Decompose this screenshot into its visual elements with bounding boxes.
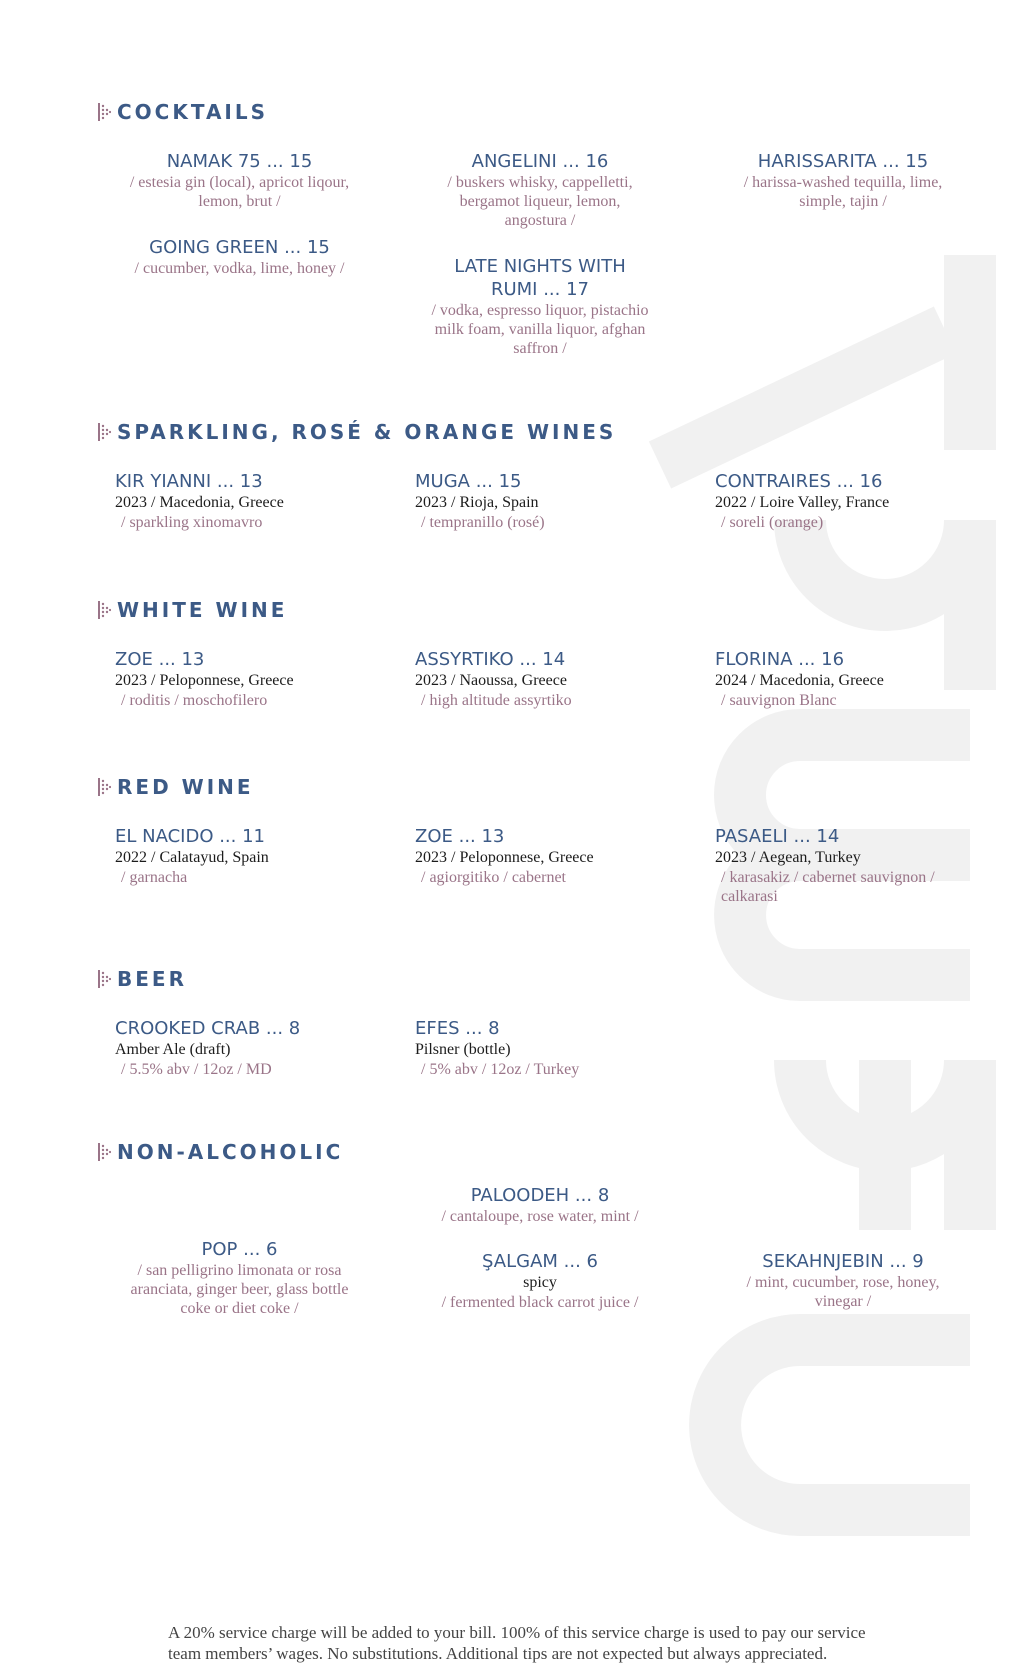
menu-item-namak-75 <box>112 150 367 211</box>
item-vintage-region: 2023 / Macedonia, Greece <box>115 494 284 511</box>
item-name: KIR YIANNI ... 13 <box>115 471 263 492</box>
item-vintage-region: 2022 / Loire Valley, France <box>715 494 890 511</box>
item-name: FLORINA ... 16 <box>715 649 845 670</box>
dotted-bracket-icon <box>97 969 111 989</box>
section-header-beer <box>97 967 187 991</box>
item-note: spicy <box>523 1274 557 1291</box>
section-title: SPARKLING, ROSÉ & ORANGE WINES <box>117 420 617 444</box>
item-description: / tempranillo (rosé) <box>421 514 545 531</box>
item-description: / estesia gin (local), apricot liqour, lemon, brut / <box>129 174 350 210</box>
item-name: GOING GREEN ... 15 <box>149 237 330 258</box>
item-description: / fermented black carrot juice / <box>441 1294 639 1311</box>
menu-item-sekahnjebin <box>718 1250 968 1311</box>
item-name: ANGELINI ... 16 <box>471 151 609 172</box>
item-description: / buskers whisky, cappelletti, bergamot liqueur, lemon, angostura / <box>447 174 633 229</box>
dotted-bracket-icon <box>97 777 111 797</box>
menu-item-pop <box>112 1238 367 1318</box>
item-vintage-region: 2023 / Rioja, Spain <box>415 494 539 511</box>
dotted-bracket-icon <box>97 600 111 620</box>
item-name: EFES ... 8 <box>415 1018 500 1039</box>
menu-item-zoe-white <box>115 648 370 710</box>
item-vintage-region: 2023 / Peloponnese, Greece <box>115 672 294 689</box>
item-vintage-region: 2024 / Macedonia, Greece <box>715 672 884 689</box>
menu-item-pasaeli <box>715 825 955 906</box>
section-header-white-wine <box>97 598 287 622</box>
item-description: / mint, cucumber, rose, honey, vinegar / <box>746 1274 940 1310</box>
item-description: / san pelligrino limonata or rosa aranciata, ginger beer, glass bottle coke or diet coke / <box>130 1262 349 1317</box>
section-header-cocktails <box>97 100 268 124</box>
item-description: / agiorgitiko / cabernet <box>421 869 566 886</box>
item-description: / cantaloupe, rose water, mint / <box>441 1208 639 1225</box>
item-name: PALOODEH ... 8 <box>470 1185 610 1206</box>
section-title: BEER <box>117 967 187 991</box>
section-header-non-alcoholic <box>97 1140 343 1164</box>
menu-item-kir-yianni <box>115 470 370 532</box>
menu-item-zoe-red <box>415 825 670 887</box>
item-name: ŞALGAM ... 6 <box>482 1251 598 1272</box>
dotted-bracket-icon <box>97 422 111 442</box>
item-name: CROOKED CRAB ... 8 <box>115 1018 301 1039</box>
section-title: WHITE WINE <box>117 598 288 622</box>
item-name: HARISSARITA ... 15 <box>757 151 929 172</box>
item-description: / sparkling xinomavro <box>121 514 263 531</box>
menu-item-efes <box>415 1017 670 1079</box>
item-description: / cucumber, vodka, lime, honey / <box>134 260 345 277</box>
menu-item-contraires <box>715 470 995 532</box>
item-name: ZOE ... 13 <box>115 649 205 670</box>
section-title: NON-ALCOHOLIC <box>117 1140 344 1164</box>
section-title: RED WINE <box>117 775 254 799</box>
item-name: PASAELI ... 14 <box>715 826 840 847</box>
menu-item-going-green <box>112 236 367 278</box>
menu-item-el-nacido <box>115 825 370 887</box>
item-style: Pilsner (bottle) <box>415 1041 511 1058</box>
section-title: COCKTAILS <box>117 100 269 124</box>
item-description: / roditis / moschofilero <box>121 692 268 709</box>
menu-item-harissarita <box>718 150 968 211</box>
item-description: / harissa-washed tequilla, lime, simple, tajin / <box>743 174 943 210</box>
menu-item-muga <box>415 470 670 532</box>
dotted-bracket-icon <box>97 102 111 122</box>
item-description: / karasakiz / cabernet sauvignon / calkarasi <box>721 869 935 905</box>
item-name: POP ... 6 <box>201 1239 278 1260</box>
menu-item-salgam <box>415 1250 665 1312</box>
item-name: ASSYRTIKO ... 14 <box>415 649 566 670</box>
item-name: MUGA ... 15 <box>415 471 522 492</box>
item-description: / sauvignon Blanc <box>721 692 837 709</box>
item-name: NAMAK 75 ... 15 <box>166 151 313 172</box>
menu-item-crooked-crab <box>115 1017 370 1079</box>
item-vintage-region: 2022 / Calatayud, Spain <box>115 849 269 866</box>
dotted-bracket-icon <box>97 1142 111 1162</box>
item-style: Amber Ale (draft) <box>115 1041 231 1058</box>
item-name: ZOE ... 13 <box>415 826 505 847</box>
item-description: / vodka, espresso liquor, pistachio milk foam, vanilla liquor, afghan saffron / <box>431 302 649 357</box>
menu-item-florina <box>715 648 995 710</box>
section-header-red-wine <box>97 775 254 799</box>
item-name: CONTRAIRES ... 16 <box>715 471 883 492</box>
item-vintage-region: 2023 / Naoussa, Greece <box>415 672 567 689</box>
item-description: / garnacha <box>121 869 188 886</box>
menu-item-assyrtiko <box>415 648 670 710</box>
item-description: / high altitude assyrtiko <box>421 692 572 709</box>
item-vintage-region: 2023 / Aegean, Turkey <box>715 849 861 866</box>
item-name: LATE NIGHTS WITH RUMI ... 17 <box>454 256 626 300</box>
item-description: / soreli (orange) <box>721 514 824 531</box>
menu-item-paloodeh <box>415 1184 665 1226</box>
item-name: SEKAHNJEBIN ... 9 <box>762 1251 924 1272</box>
item-name: EL NACIDO ... 11 <box>115 826 266 847</box>
section-header-sparkling <box>97 420 616 444</box>
menu-item-angelini <box>415 150 665 230</box>
menu-item-late-nights-with-rumi <box>420 255 660 358</box>
service-charge-note: A 20% service charge will be added to your bill. 100% of this service charge is used to pay our service team members’ wages. No substitutions. Additional tips are not expected but always appreciated. <box>168 1623 866 1663</box>
item-vintage-region: 2023 / Peloponnese, Greece <box>415 849 594 866</box>
item-description: / 5% abv / 12oz / Turkey <box>421 1061 580 1078</box>
item-description: / 5.5% abv / 12oz / MD <box>121 1061 272 1078</box>
